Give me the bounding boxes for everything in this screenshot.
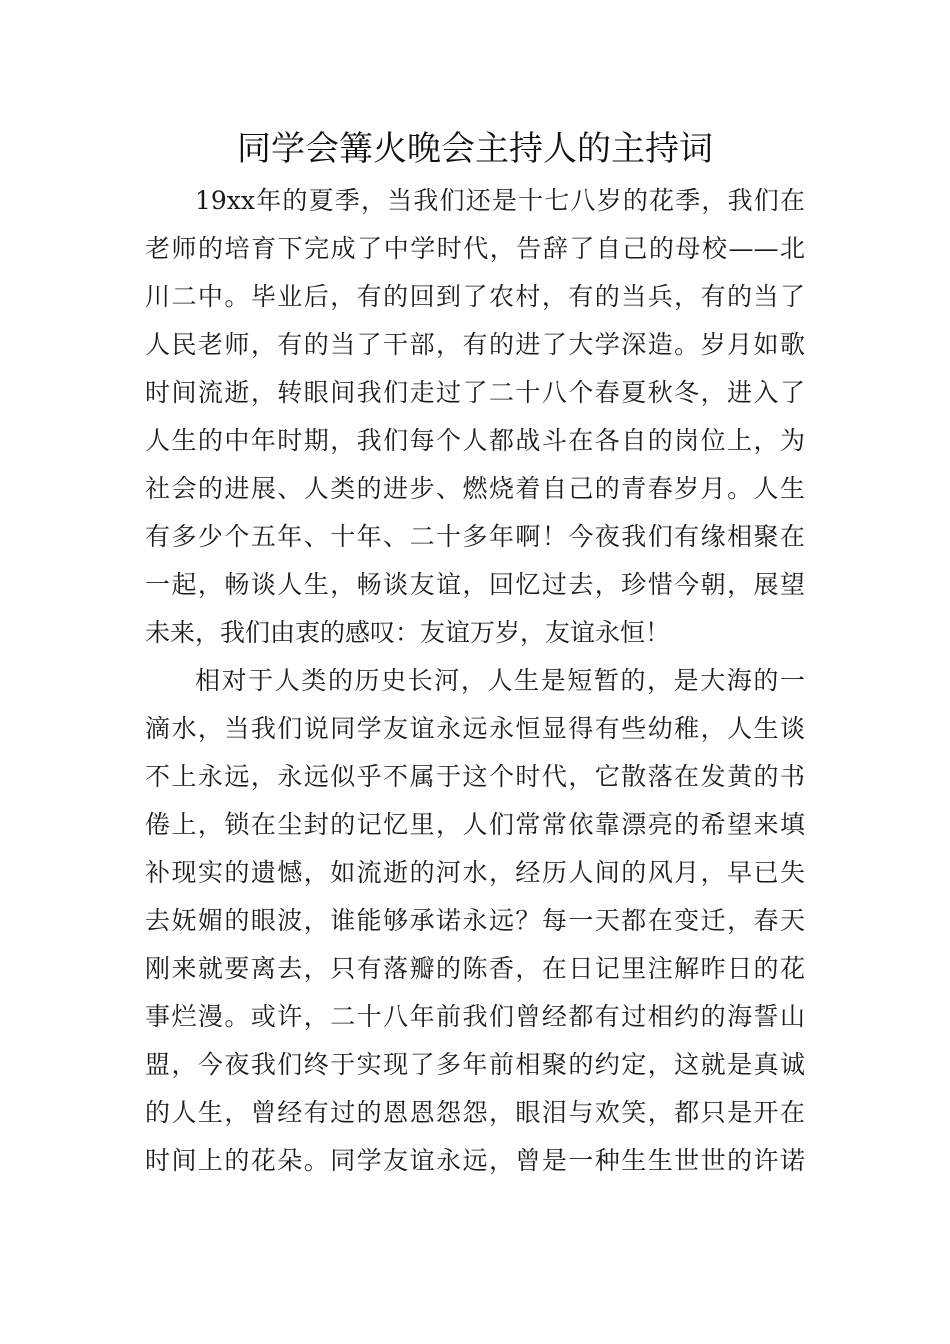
paragraph-1-line-3: 川二中。毕业后，有的回到了农村，有的当兵，有的当了 bbox=[145, 282, 805, 311]
paragraph-2-line-9: 盟，今夜我们终于实现了多年前相聚的约定，这就是真诚 bbox=[145, 1050, 805, 1079]
paragraph-2-line-1: 相对于人类的历史长河，人生是短暂的，是大海的一 bbox=[195, 666, 805, 695]
paragraph-1-line-5: 时间流逝，转眼间我们走过了二十八个春夏秋冬，进入了 bbox=[145, 378, 805, 407]
paragraph-1-line-6: 人生的中年时期，我们每个人都战斗在各自的岗位上，为 bbox=[145, 426, 805, 455]
paragraph-1-line-9: 一起，畅谈人生，畅谈友谊，回忆过去，珍惜今朝，展望 bbox=[145, 570, 805, 599]
paragraph-1-line-8: 有多少个五年、十年、二十多年啊！今夜我们有缘相聚在 bbox=[145, 522, 805, 551]
paragraph-2-line-10: 的人生，曾经有过的恩恩怨怨，眼泪与欢笑，都只是开在 bbox=[145, 1098, 805, 1127]
paragraph-1-line-7: 社会的进展、人类的进步、燃烧着自己的青春岁月。人生 bbox=[145, 474, 805, 503]
paragraph-2-line-3: 不上永远，永远似乎不属于这个时代，它散落在发黄的书 bbox=[145, 762, 805, 791]
paragraph-1-line-1: 19xx年的夏季，当我们还是十七八岁的花季，我们在 bbox=[195, 186, 805, 215]
paragraph-2-line-8: 事烂漫。或许，二十八年前我们曾经都有过相约的海誓山 bbox=[145, 1002, 805, 1031]
paragraph-2-line-6: 去妩媚的眼波，谁能够承诺永远？每一天都在变迁，春天 bbox=[145, 906, 805, 935]
paragraph-2-line-11: 时间上的花朵。同学友谊永远，曾是一种生生世世的许诺 bbox=[145, 1146, 805, 1175]
paragraph-1-line-10: 未来，我们由衷的感叹：友谊万岁，友谊永恒！ bbox=[145, 618, 671, 647]
paragraph-2-line-2: 滴水，当我们说同学友谊永远永恒显得有些幼稚，人生谈 bbox=[145, 714, 805, 743]
paragraph-1-line-2: 老师的培育下完成了中学时代，告辞了自己的母校——北 bbox=[145, 234, 805, 263]
paragraph-2-line-7: 刚来就要离去，只有落瓣的陈香，在日记里注解昨日的花 bbox=[145, 954, 805, 983]
paragraph-1-line-4: 人民老师，有的当了干部，有的进了大学深造。岁月如歌 bbox=[145, 330, 805, 359]
paragraph-2-line-4: 倦上，锁在尘封的记忆里，人们常常依靠漂亮的希望来填 bbox=[145, 810, 805, 839]
document-title: 同学会篝火晚会主持人的主持词 bbox=[237, 129, 713, 169]
paragraph-2-line-5: 补现实的遗憾，如流逝的河水，经历人间的风月，早已失 bbox=[145, 858, 805, 887]
